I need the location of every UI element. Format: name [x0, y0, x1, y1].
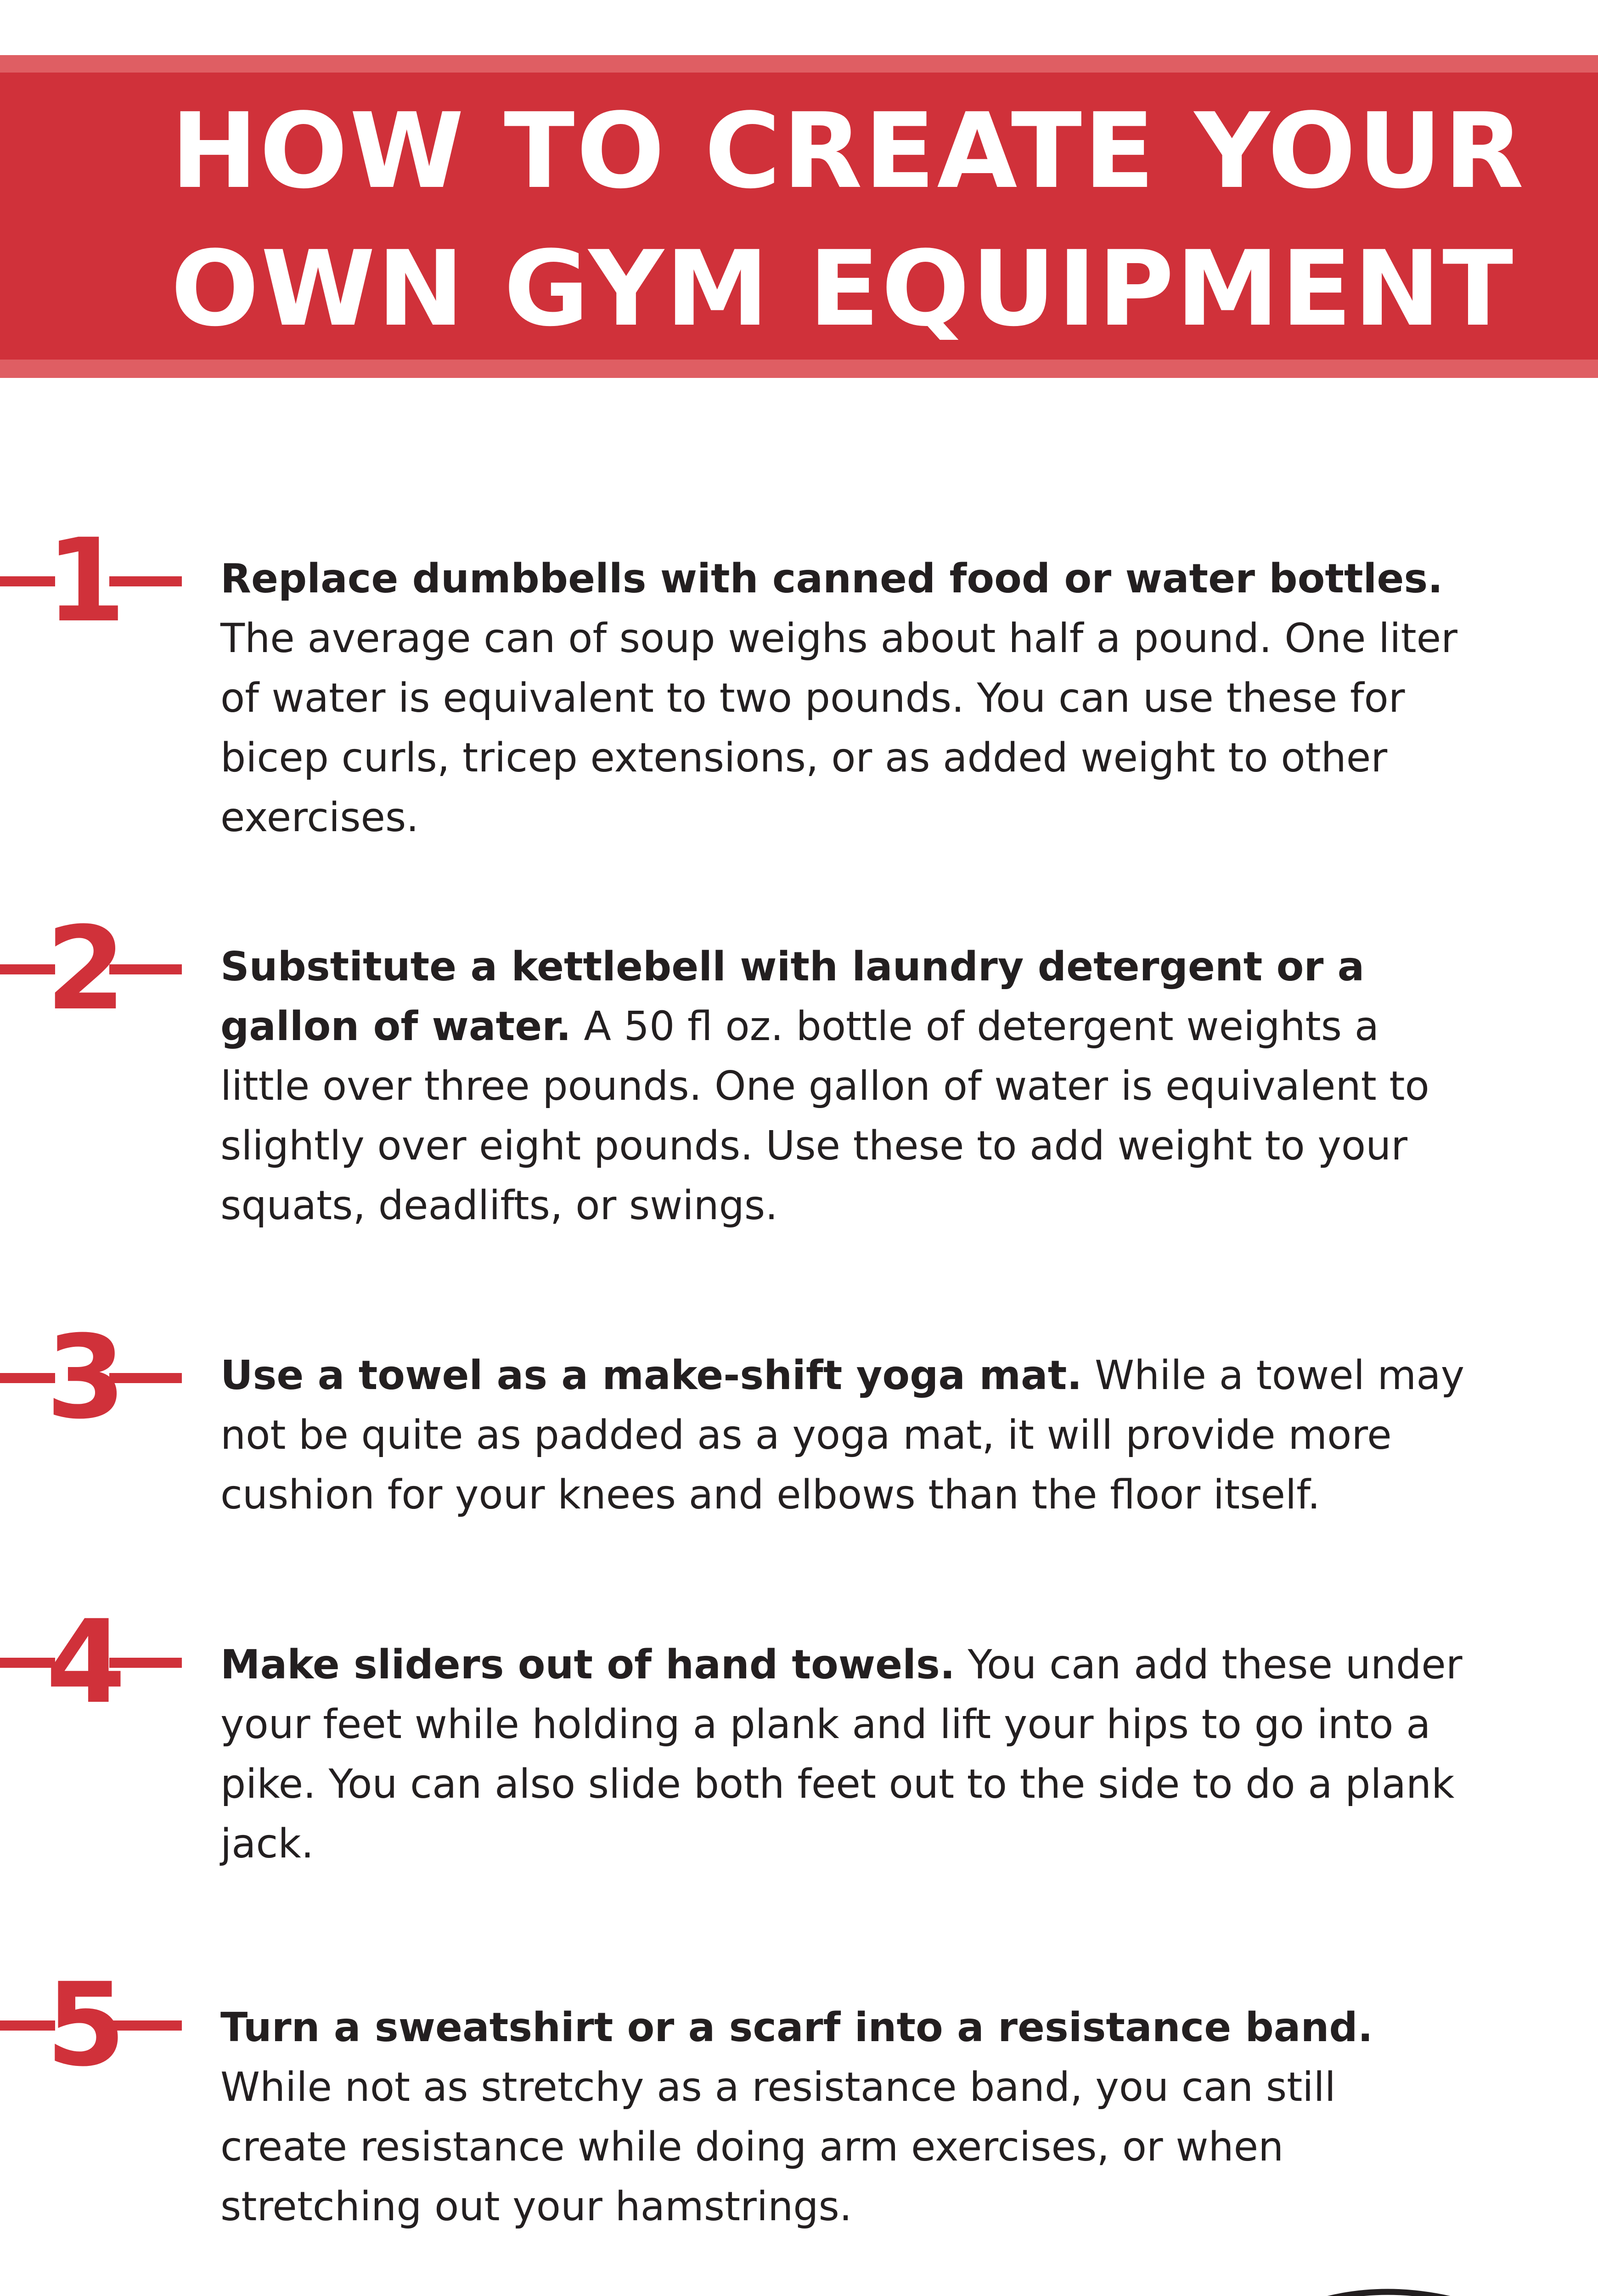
step-body: A 50 fl oz. bottle of detergent weights a little over three pounds. One gallon of water is equivalent to slightly over eight pounds. Use these to add weight to your squats, deadlifts, or swings. — [220, 1003, 1429, 1229]
step-number: 4 — [46, 1595, 126, 1729]
step-4-text — [220, 1635, 1469, 1874]
page-title — [171, 83, 1548, 358]
step-2-marker — [0, 902, 184, 1035]
step-body: You can add these under your feet while holding a plank and lift your hips to go into a pike. You can also slide both feet out to the side to do a plank jack. — [220, 1641, 1463, 1867]
banner-bottom-stripe — [0, 360, 1598, 378]
step-title: Make sliders out of hand towels. — [220, 1641, 955, 1688]
step-1-text — [220, 549, 1469, 847]
step-body: The average can of soup weighs about half a pound. One liter of water is equivalent to two pounds. You can use these for bicep curls, tricep extensions, or as added weight to other exercises. — [220, 615, 1457, 841]
bu-fitness-logo — [1263, 2268, 1511, 2296]
building-arch-icon — [1263, 2268, 1511, 2296]
step-3-marker — [0, 1311, 184, 1444]
step-number: 5 — [46, 1958, 126, 2092]
step-title: Replace dumbbells with canned food or water bottles. — [220, 555, 1443, 602]
step-1-marker — [0, 514, 184, 647]
banner-top-stripe — [0, 55, 1598, 73]
step-number: 1 — [46, 514, 126, 647]
title-line-1: HOW TO CREATE YOUR — [171, 91, 1526, 212]
step-3-text — [220, 1345, 1469, 1525]
title-line-2: OWN GYM EQUIPMENT — [171, 229, 1515, 349]
step-4-marker — [0, 1595, 184, 1729]
step-title: Use a towel as a make-shift yoga mat. — [220, 1352, 1082, 1399]
step-title: Substitute a kettlebell with laundry detergent or a gallon of water. — [220, 943, 1365, 1050]
step-5-text — [220, 1998, 1469, 2236]
step-number: 3 — [46, 1311, 126, 1444]
step-2-text — [220, 937, 1469, 1235]
step-body: While not as stretchy as a resistance band, you can still create resistance while doing arm exercises, or when stretching out your hamstrings. — [220, 2064, 1336, 2230]
step-number: 2 — [46, 902, 126, 1035]
step-title: Turn a sweatshirt or a scarf into a resistance band. — [220, 2004, 1373, 2051]
step-5-marker — [0, 1958, 184, 2092]
step-body: While a towel may not be quite as padded as a yoga mat, it will provide more cushion for your knees and elbows than the floor itself. — [220, 1352, 1465, 1518]
